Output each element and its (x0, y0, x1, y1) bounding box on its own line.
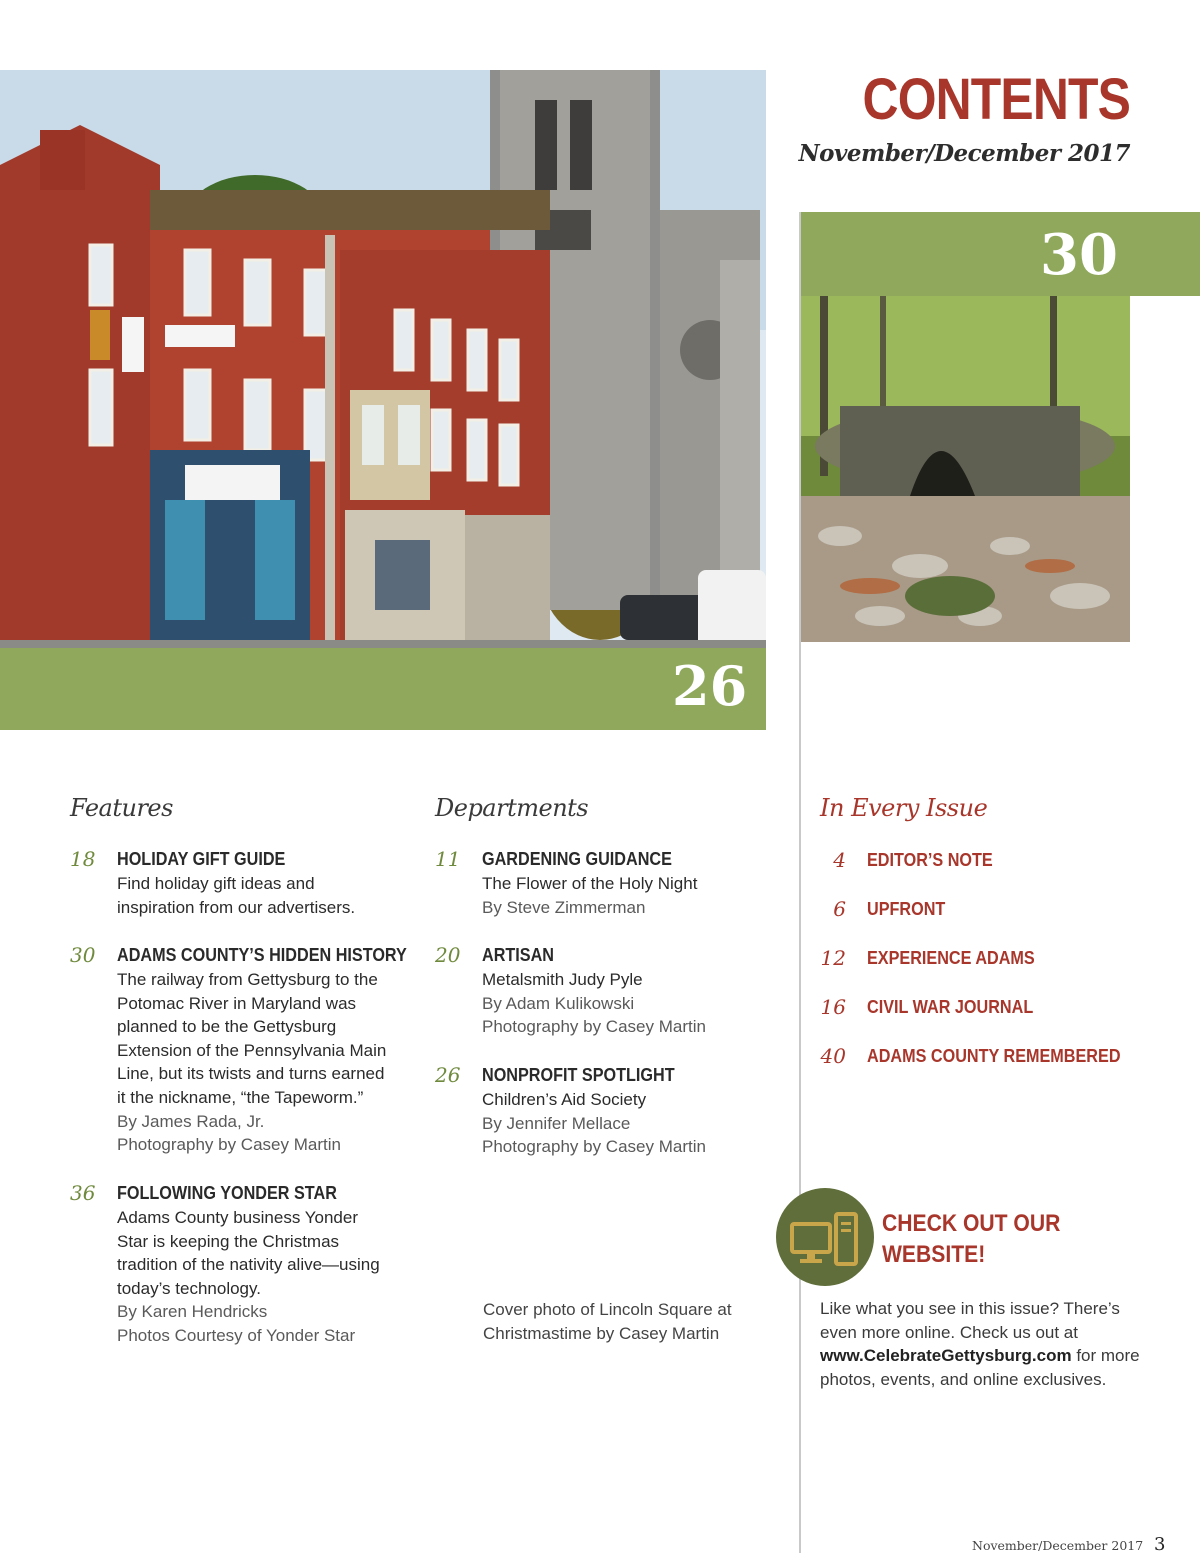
entry-title: NONPROFIT SPOTLIGHT (482, 1065, 675, 1085)
entry-title: EXPERIENCE ADAMS (867, 948, 1035, 968)
features-heading: Features (70, 794, 173, 822)
entry-page-number: 26 (435, 1063, 461, 1087)
entry-page-number: 40 (820, 1044, 846, 1068)
entry-description-line: Adams County business Yonder (117, 1208, 358, 1227)
entry-author-credit: By Steve Zimmerman (482, 897, 646, 917)
entry-title: CIVIL WAR JOURNAL (867, 997, 1034, 1017)
entry-title: GARDENING GUIDANCE (482, 849, 672, 869)
entry-page-number: 16 (820, 995, 846, 1019)
page-title: CONTENTS (862, 67, 1130, 132)
entry-title: EDITOR’S NOTE (867, 850, 993, 870)
departments-heading: Departments (435, 794, 589, 822)
entry-title: UPFRONT (867, 899, 946, 919)
entry-description-line: Line, but its twists and turns earned (117, 1064, 385, 1084)
entry-description-line: inspiration from our advertisers. (117, 897, 356, 917)
entry-title: ARTISAN (482, 945, 554, 965)
entry-description-line: planned to be the Gettysburg (117, 1017, 337, 1037)
entry-photo-credit: Photos Courtesy of Yonder Star (117, 1325, 356, 1345)
entry-description-line: tradition of the nativity alive—using (117, 1255, 380, 1275)
entry-photo-credit: Photography by Casey Martin (117, 1135, 341, 1155)
website-url-link[interactable]: www.CelebrateGettysburg.com (820, 1346, 1072, 1365)
entry-page-number: 30 (70, 943, 96, 967)
main-feature-photo (0, 70, 766, 730)
website-title-line: CHECK OUT OUR (882, 1210, 1061, 1237)
entry-description-line: it the nickname, “the Tapeworm.” (117, 1087, 364, 1107)
entry-title: ADAMS COUNTY’S HIDDEN HISTORY (117, 945, 407, 965)
entry-author-credit: By James Rada, Jr. (117, 1111, 265, 1131)
entry-description-line: Metalsmith Judy Pyle (482, 970, 643, 989)
cover-credit-line: Christmastime by Casey Martin (483, 1323, 720, 1343)
entry-page-number: 12 (820, 946, 846, 970)
issue-date: November/December 2017 (798, 140, 1130, 167)
entry-description-line: Extension of the Pennsylvania Main (117, 1040, 387, 1060)
cover-credit-line: Cover photo of Lincoln Square at (483, 1300, 732, 1319)
entry-page-number: 6 (833, 897, 846, 921)
computer-icon (776, 1188, 874, 1286)
side-feature-photo (800, 296, 1130, 642)
entry-description-line: Find holiday gift ideas and (117, 874, 315, 893)
entry-photo-credit: Photography by Casey Martin (482, 1017, 706, 1037)
website-callout-title (882, 1208, 1060, 1270)
entry-description-line: today’s technology. (117, 1278, 261, 1298)
entry-photo-credit: Photography by Casey Martin (482, 1137, 706, 1157)
entry-page-number: 20 (435, 943, 461, 967)
column-divider (799, 212, 801, 1553)
entry-title: ADAMS COUNTY REMEMBERED (867, 1046, 1121, 1066)
entry-description-line: Star is keeping the Christmas (117, 1231, 340, 1251)
entry-author-credit: By Adam Kulikowski (482, 993, 635, 1013)
website-title-line: WEBSITE! (882, 1241, 986, 1268)
entry-page-number: 36 (70, 1181, 96, 1205)
main-photo-page-number: 26 (672, 654, 748, 718)
entry-description-line: Potomac River in Maryland was (117, 993, 357, 1013)
entry-title: HOLIDAY GIFT GUIDE (117, 849, 286, 869)
cover-photo-credit (483, 1298, 783, 1345)
entry-page-number: 11 (435, 847, 461, 871)
side-photo-page-number: 30 (1040, 222, 1118, 288)
entry-page-number: 4 (833, 848, 846, 872)
every-issue-heading: In Every Issue (820, 794, 988, 822)
entry-title: FOLLOWING YONDER STAR (117, 1183, 337, 1203)
website-callout-body (820, 1297, 1150, 1391)
website-body-text: for more photos, events, and online exclusives. (820, 1346, 1140, 1389)
footer-issue-date: November/December 2017 (972, 1538, 1144, 1553)
entry-description-line: The railway from Gettysburg to the (117, 970, 378, 989)
entry-author-credit: By Jennifer Mellace (482, 1113, 631, 1133)
website-body-text: Like what you see in this issue? There’s even more online. Check us out at (820, 1299, 1120, 1342)
entry-page-number: 18 (70, 847, 96, 871)
entry-author-credit: By Karen Hendricks (117, 1302, 268, 1322)
entry-description-line: The Flower of the Holy Night (482, 874, 698, 893)
entry-description-line: Children’s Aid Society (482, 1090, 647, 1109)
side-photo-band (800, 212, 1200, 296)
footer-page-number: 3 (1154, 1534, 1166, 1553)
